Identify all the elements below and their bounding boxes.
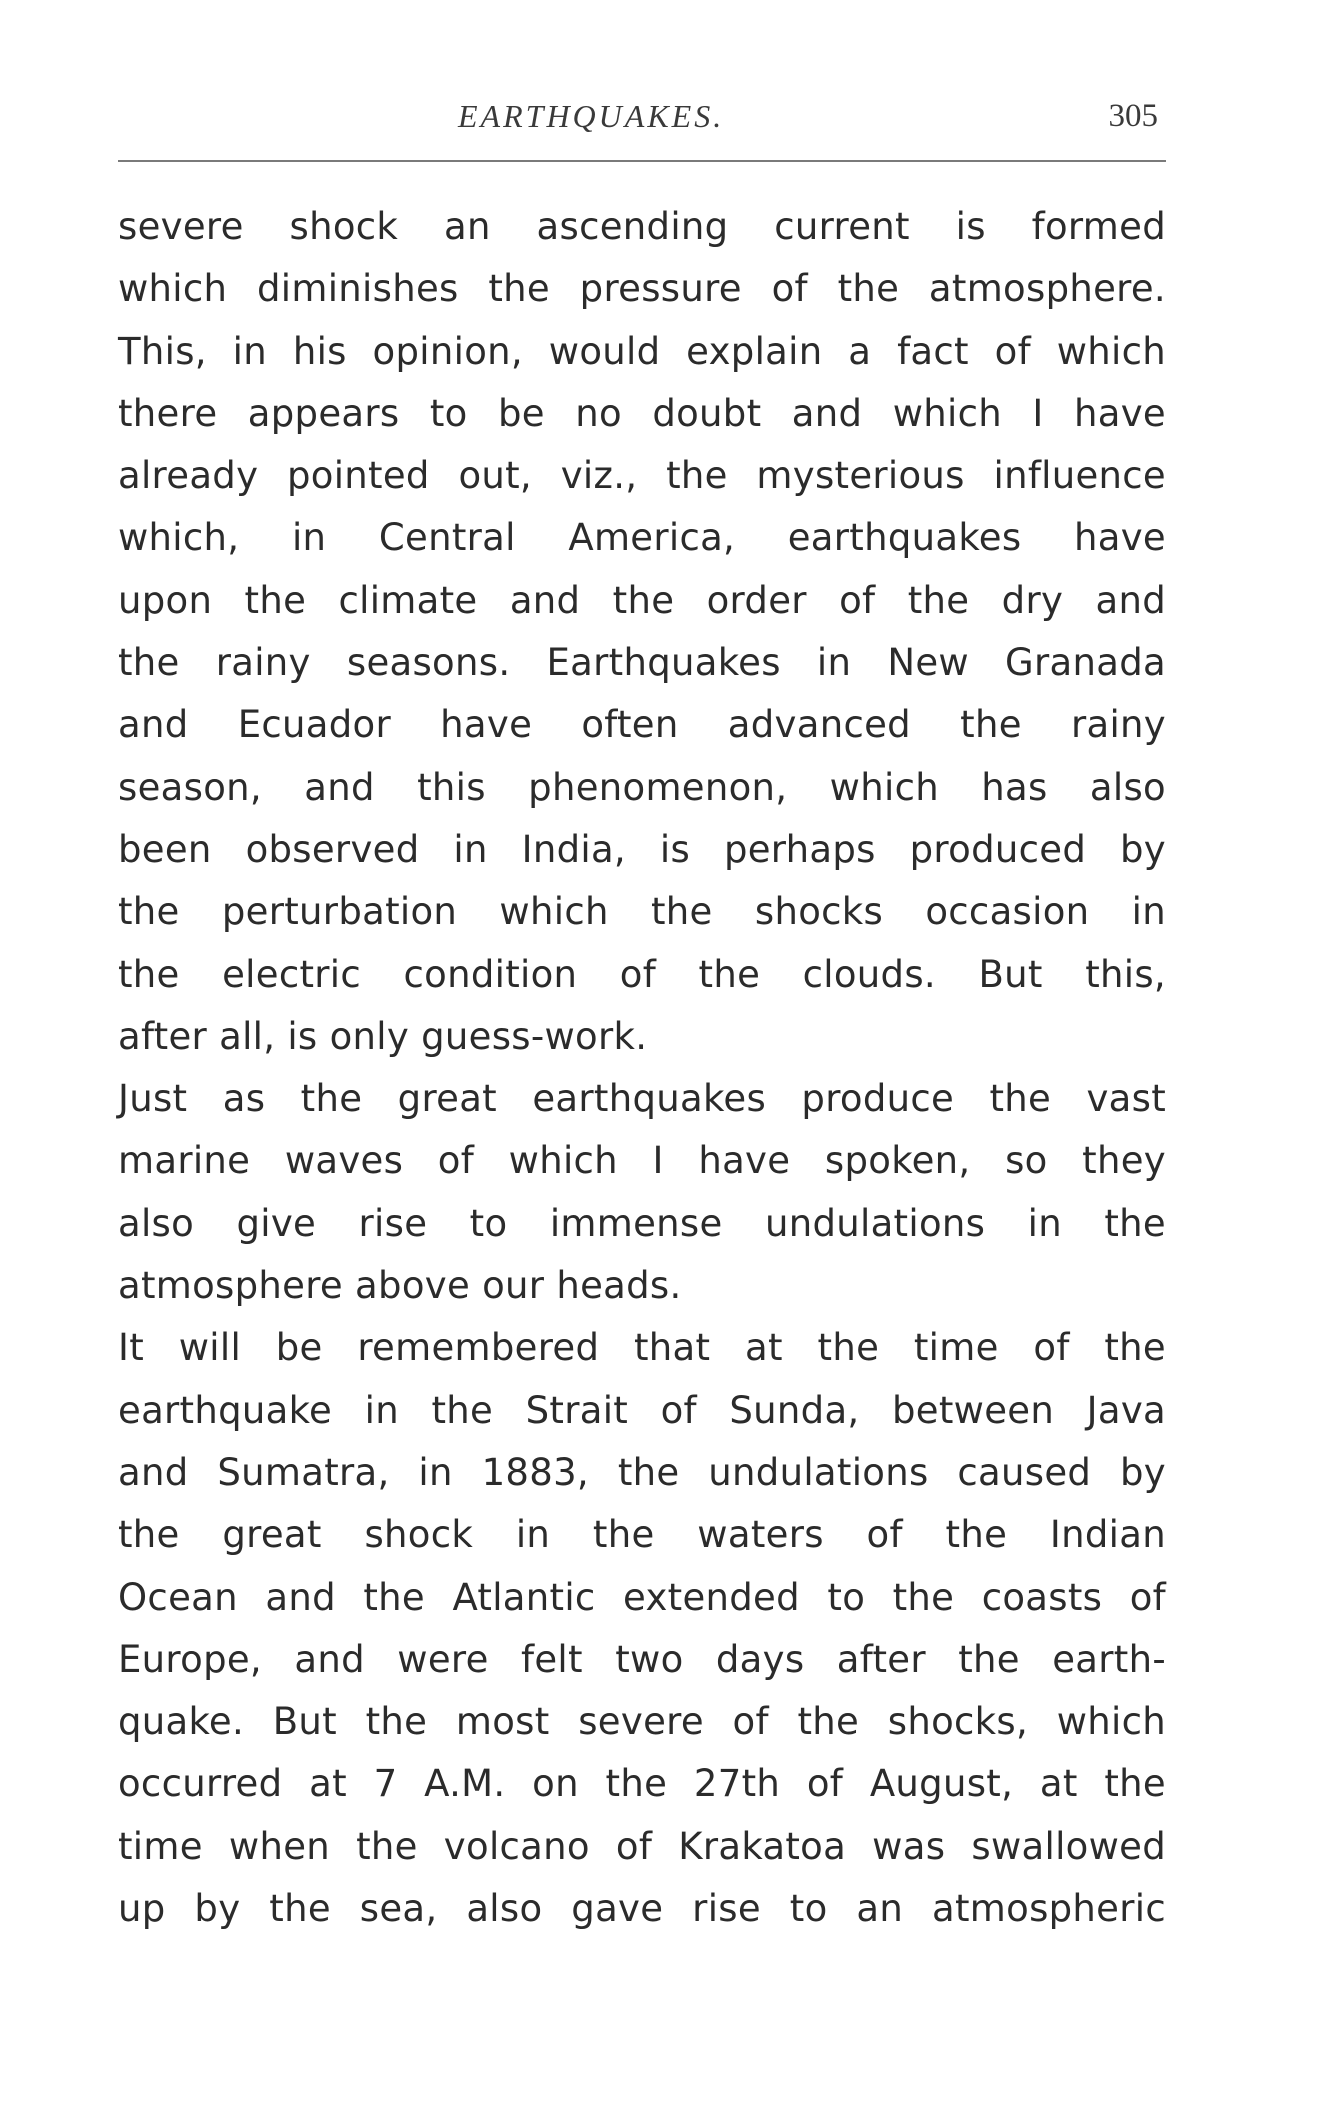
running-head	[118, 96, 1166, 144]
body-text	[118, 196, 1166, 1940]
text-line: been observed in India, is perhaps produced by	[118, 827, 1166, 871]
text-line: season, and this phenomenon, which has also	[118, 765, 1166, 809]
header-rule	[118, 160, 1166, 162]
text-line: the great shock in the waters of the Indian	[118, 1513, 1166, 1557]
text-line: This, in his opinion, would explain a fact of which	[118, 329, 1166, 373]
text-line: which, in Central America, earthquakes have	[118, 516, 1166, 560]
text-line: Europe, and were felt two days after the earth-	[118, 1637, 1166, 1681]
text-line: there appears to be no doubt and which I have	[118, 391, 1166, 435]
text-line: already pointed out, viz., the mysterious influence	[118, 454, 1166, 498]
text-line: severe shock an ascending current is formed	[118, 205, 1166, 248]
text-line: quake. But the most severe of the shocks, which	[118, 1700, 1166, 1744]
text-line: the perturbation which the shocks occasion in	[118, 890, 1166, 934]
text-line: earthquake in the Strait of Sunda, between Java	[118, 1388, 1166, 1432]
text-line: occurred at 7 A.M. on the 27th of August, at the	[118, 1762, 1166, 1806]
page-number: 305	[1108, 98, 1158, 134]
text-line: and Ecuador have often advanced the rainy	[118, 703, 1166, 747]
running-title: EARTHQUAKES.	[458, 98, 725, 134]
text-line: also give rise to immense undulations in the	[118, 1201, 1166, 1245]
text-line: Just as the great earthquakes produce the vast	[118, 1077, 1166, 1121]
text-line: the rainy seasons. Earthquakes in New Granada	[118, 641, 1166, 685]
text-line: up by the sea, also gave rise to an atmospheric	[118, 1887, 1166, 1931]
text-line: It will be remembered that at the time of the	[118, 1326, 1166, 1370]
text-line: and Sumatra, in 1883, the undulations caused by	[118, 1450, 1166, 1494]
text-line: marine waves of which I have spoken, so they	[118, 1139, 1166, 1183]
text-line: upon the climate and the order of the dry and	[118, 578, 1166, 622]
text-line: after all, is only guess-work.	[118, 1014, 648, 1058]
text-line: the electric condition of the clouds. But this,	[118, 952, 1166, 996]
text-line: which diminishes the pressure of the atmosphere.	[118, 267, 1166, 311]
text-line: time when the volcano of Krakatoa was swallowed	[118, 1824, 1166, 1868]
text-line: Ocean and the Atlantic extended to the coasts of	[118, 1575, 1166, 1619]
text-line: atmosphere above our heads.	[118, 1264, 682, 1308]
